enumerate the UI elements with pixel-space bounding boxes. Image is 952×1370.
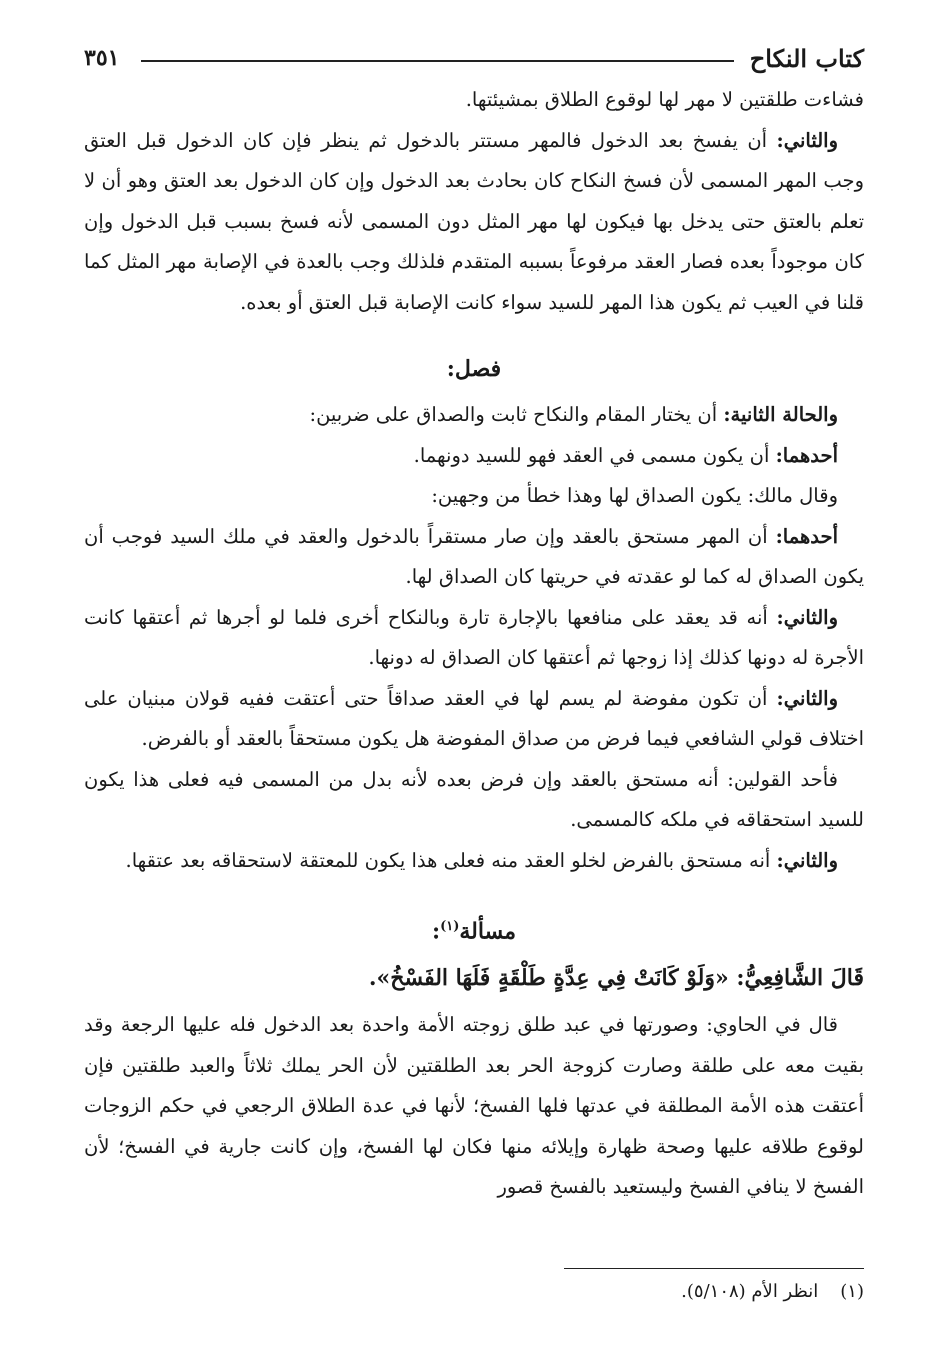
footnote [84, 1281, 864, 1302]
paragraph-lead: أحدهما: [775, 524, 838, 548]
paragraph-text: أن تكون مفوضة لم يسم لها في العقد صداقاً حتى أعتقت ففيه قولان مبنيان على اختلاف قولي الشافعي فيما فرض من صداق المفوضة هل يكون مستحقاً بالعقد أو بالفرض. [84, 686, 864, 750]
page-body [84, 80, 864, 1208]
paragraph-text: أن يكون مسمى في العقد فهو للسيد دونهما. [413, 443, 776, 467]
paragraph [84, 517, 864, 598]
paragraph: فشاءت طلقتين لا مهر لها لوقوع الطلاق بمشيئتها. [465, 88, 864, 111]
paragraph [84, 760, 864, 841]
paragraph-lead: أحدهما: [775, 443, 838, 467]
masala-heading: مسألة$^{(١)}$: [431, 918, 517, 945]
footnote-number: (١) [840, 1281, 864, 1302]
footnotes [84, 1268, 864, 1302]
paragraph [84, 395, 864, 436]
paragraph-text: أن يفسخ بعد الدخول فالمهر مستتر بالدخول ثم ينظر فإن كان الدخول قبل العتق وجب المهر المسمى لأن فسخ النكاح كان بحادث بعد الدخول وإن كان الدخول بعد العتق وهو أن لا تعلم بالعتق حتى يدخل بها فيكون لها مهر المثل دون المسمى لأنه فسخ بسبب قبل الدخول وإن كان موجوداً بعده فصار العقد مرفوعاً بسببه المتقدم فلذلك وجب بالعدة في الإصابة مهر المثل كما قلنا في العيب ثم يكون هذا المهر للسيد سواء كانت الإصابة قبل العتق أو بعده. [84, 128, 864, 314]
section-heading: فصل: [446, 356, 502, 382]
paragraph-text: أنه مستحق بالفرض لخلو العقد منه فعلى هذا يكون للمعتقة لاستحقاقه بعد عتقها. [125, 848, 777, 872]
shafii-quote: قَالَ الشَّافِعِيُّ: «وَلَوْ كَانَتْ فِي عِدَّةٍ طَلْقَةٍ فَلَهَا الفَسْخُ». [368, 965, 864, 992]
paragraph [84, 121, 864, 324]
header-rule [141, 60, 733, 62]
paragraph-text: أن يختار المقام والنكاح ثابت والصداق على ضربين: [309, 403, 724, 426]
paragraph [84, 679, 864, 760]
paragraph-lead: والثاني: [776, 605, 838, 629]
footnote-rule [564, 1268, 864, 1269]
footnote-text: انظر الأم (٥/١٠٨). [681, 1281, 819, 1302]
footnote-ref: (١) [440, 919, 460, 934]
paragraph-lead: والثاني: [776, 686, 838, 710]
paragraph [84, 436, 864, 477]
paragraph-text: وقال مالك: يكون الصداق لها وهذا خطأ من وجهين: [431, 484, 838, 507]
paragraph-lead: والثاني: [776, 128, 838, 152]
paragraph [84, 476, 864, 517]
paragraph-text: فأحد القولين: أنه مستحق بالعقد وإن فرض بعده لأنه بدل من المسمى فيه فعلى هذا يكون للسيد استحقاقه في ملكه كالمسمى. [84, 767, 864, 831]
page-header [84, 38, 864, 78]
page-number: ٣٥١ [84, 45, 120, 71]
book-title: كتاب النكاح [749, 43, 864, 73]
paragraph [84, 1005, 864, 1208]
paragraph-text: أن المهر مستحق بالعقد وإن صار مستقراً بالدخول والعقد في ملك السيد فوجب أن يكون الصداق له كما لو عقدته في حريتها كان الصداق لها. [84, 524, 864, 588]
paragraph-text: أنه قد يعقد على منافعها بالإجارة تارة وبالنكاح أخرى فلما لو أجرها ثم أعتقها كانت الأجرة له دونها كذلك إذا زوجها ثم أعتقها كان الصداق له دونها. [84, 605, 864, 669]
paragraph [84, 841, 864, 882]
paragraph-lead: والحالة الثانية: [723, 403, 838, 426]
paragraph [84, 598, 864, 679]
paragraph-text: قال في الحاوي: وصورتها في عبد طلق زوجته الأمة واحدة بعد الدخول فله عليها الرجعة وقد بقيت معه على طلقة وصارت كزوجة الحر بعد الطلقتين لأن الحر يملك ثلاثاً والعبد طلقتين فإن أعتقت هذه الأمة المطلقة في عدتها فلها الفسخ؛ لأنها في عدة الطلاق الرجعي في حكم الزوجات لوقوع طلاقه عليها وصحة ظهارة وإيلائه منها فكان لها الفسخ، وإن كانت جارية في الفسخ؛ لأن الفسخ لا ينافي الفسخ وليستعيد بالفسخ قصور [84, 1013, 864, 1199]
paragraph-lead: والثاني: [776, 848, 838, 872]
